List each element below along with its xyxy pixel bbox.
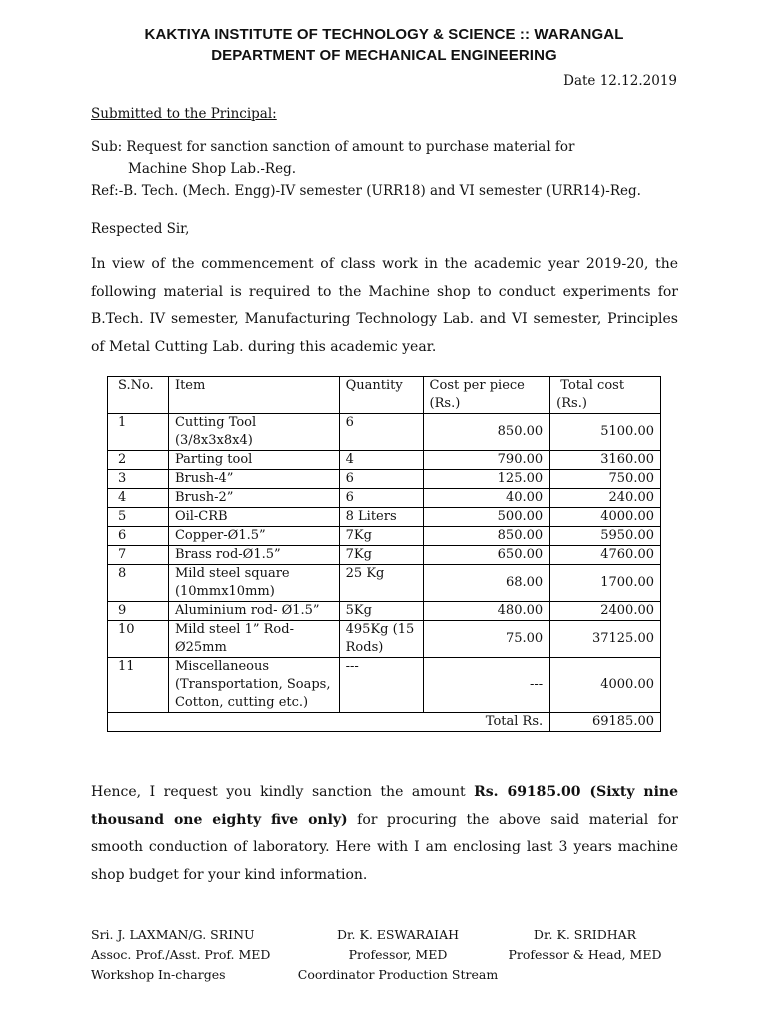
cell-total-cost: 750.00 [550,470,661,489]
salutation: Respected Sir, [91,221,190,237]
table-total-row [108,713,661,732]
cell-quantity: 6 [339,414,423,451]
cell-cost-per-piece: 68.00 [423,565,550,602]
cell-quantity: 7Kg [339,546,423,565]
cell-cost-per-piece: 650.00 [423,546,550,565]
signatory-title: Professor & Head, MED [508,947,662,962]
cell-sno: 2 [108,451,169,470]
signatory-role: Coordinator Production Stream [297,967,499,982]
cell-quantity: 495Kg (15 Rods) [339,621,423,658]
cell-total-cost: 5100.00 [550,414,661,451]
signature-block-3 [508,925,662,965]
addressee: Submitted to the Principal: [91,106,277,122]
cell-quantity: 5Kg [339,602,423,621]
total-spacer [168,713,339,732]
cell-sno: 9 [108,602,169,621]
cell-item: Brush-2” [168,489,339,508]
cell-sno: 10 [108,621,169,658]
total-spacer [108,713,169,732]
cell-sno: 3 [108,470,169,489]
cell-cost-per-piece: 790.00 [423,451,550,470]
cell-quantity: 7Kg [339,527,423,546]
header-quantity: Quantity [339,377,423,414]
cell-total-cost: 1700.00 [550,565,661,602]
cell-cost-per-piece: 75.00 [423,621,550,658]
letter-date: Date 12.12.2019 [563,73,677,89]
total-label: Total Rs. [423,713,550,732]
cell-quantity: 6 [339,489,423,508]
cell-total-cost: 4000.00 [550,508,661,527]
table-row [108,508,661,527]
table-row [108,451,661,470]
table-row [108,546,661,565]
header-item: Item [168,377,339,414]
table-row [108,602,661,621]
cell-total-cost: 37125.00 [550,621,661,658]
cell-sno: 6 [108,527,169,546]
signatory-title: Professor, MED [348,947,448,962]
cell-item: Oil-CRB [168,508,339,527]
cell-cost-per-piece: 850.00 [423,414,550,451]
table-row [108,621,661,658]
cell-total-cost: 2400.00 [550,602,661,621]
cell-sno: 1 [108,414,169,451]
cell-quantity: --- [339,658,423,713]
signature-block-2 [291,925,505,985]
subject-line-2: Machine Shop Lab.-Reg. [128,161,297,177]
cell-sno: 7 [108,546,169,565]
total-value: 69185.00 [550,713,661,732]
cell-quantity: 25 Kg [339,565,423,602]
cell-total-cost: 3160.00 [550,451,661,470]
closing-text-pre: Hence, I request you kindly sanction the amount [91,784,475,800]
total-spacer [339,713,423,732]
body-paragraph: In view of the commencement of class work in the academic year 2019-20, the following material is required to the Machine shop to conduct experiments for B.Tech. IV semester, Manufacturing Technology Lab. and VI semester, Principles of Metal Cutting Lab. during this academic year. [91,256,678,355]
signatory-name: Dr. K. SRIDHAR [533,927,637,942]
cell-total-cost: 4760.00 [550,546,661,565]
header-cost-per-piece: Cost per piece (Rs.) [423,377,550,414]
signatory-name: Dr. K. ESWARAIAH [336,927,460,942]
cell-item: Mild steel 1” Rod- Ø25mm [168,621,339,658]
cell-item: Brush-4” [168,470,339,489]
signatory-name: Sri. J. LAXMAN/G. SRINU [91,927,255,942]
reference-line: Ref:-B. Tech. (Mech. Engg)-IV semester (URR18) and VI semester (URR14)-Reg. [91,183,641,199]
cell-sno: 11 [108,658,169,713]
cell-item: Brass rod-Ø1.5” [168,546,339,565]
cell-item: Mild steel square (10mmx10mm) [168,565,339,602]
cell-sno: 8 [108,565,169,602]
signature-block-1 [91,925,270,985]
cell-quantity: 4 [339,451,423,470]
cell-quantity: 6 [339,470,423,489]
signatory-title: Assoc. Prof./Asst. Prof. MED [91,947,271,962]
institute-name: KAKTIYA INSTITUTE OF TECHNOLOGY & SCIENCE :: WARANGAL [144,26,624,43]
cell-total-cost: 4000.00 [550,658,661,713]
table-row [108,470,661,489]
cell-item: Miscellaneous (Transportation, Soaps, Cotton, cutting etc.) [168,658,339,713]
cell-cost-per-piece: 850.00 [423,527,550,546]
table-row [108,414,661,451]
cell-cost-per-piece: 480.00 [423,602,550,621]
table-row [108,565,661,602]
closing-text-post: for procuring the above said material for smooth conduction of laboratory. Here with I am enclosing last 3 years machine shop budget for your kind information. [91,811,678,883]
cell-total-cost: 240.00 [550,489,661,508]
department-name: DEPARTMENT OF MECHANICAL ENGINEERING [211,47,557,64]
cell-item: Copper-Ø1.5” [168,527,339,546]
table-row [108,658,661,713]
cell-quantity: 8 Liters [339,508,423,527]
sanction-amount: Rs. 69185.00 (Sixty nine thousand one eighty five only) [91,784,678,828]
table-row [108,527,661,546]
cell-cost-per-piece: 40.00 [423,489,550,508]
cell-cost-per-piece: 125.00 [423,470,550,489]
subject-line-1: Sub: Request for sanction sanction of amount to purchase material for [91,139,575,155]
table-header-row [108,377,661,414]
cell-item: Cutting Tool (3/8x3x8x4) [168,414,339,451]
header-total-cost: Total cost (Rs.) [550,377,661,414]
cell-cost-per-piece: 500.00 [423,508,550,527]
materials-table [107,376,661,732]
table-row [108,489,661,508]
cell-cost-per-piece: --- [423,658,550,713]
cell-total-cost: 5950.00 [550,527,661,546]
signatory-role: Workshop In-charges [91,967,226,982]
cell-item: Aluminium rod- Ø1.5” [168,602,339,621]
cell-sno: 5 [108,508,169,527]
header-sno: S.No. [108,377,169,414]
closing-paragraph [91,779,678,889]
cell-sno: 4 [108,489,169,508]
cell-item: Parting tool [168,451,339,470]
